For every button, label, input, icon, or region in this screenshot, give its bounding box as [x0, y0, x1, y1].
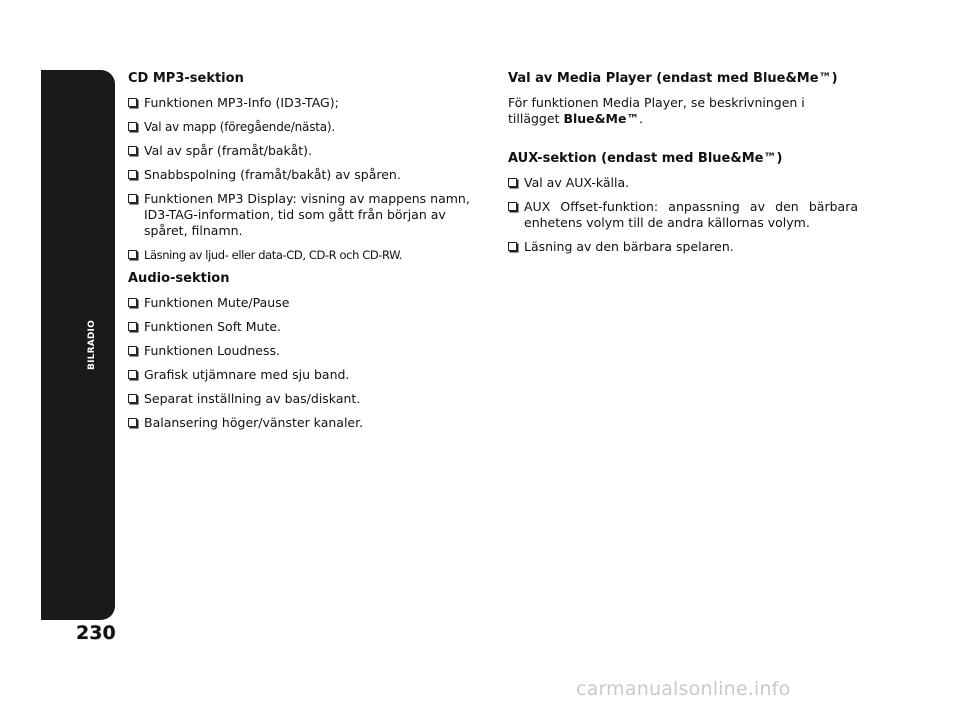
cd-mp3-heading: CD MP3-sektion	[128, 71, 244, 86]
list-item	[128, 343, 473, 359]
list-item	[128, 95, 473, 111]
left-column	[128, 71, 473, 439]
list-item-text: Funktionen Loudness.	[144, 343, 280, 358]
media-player-heading: Val av Media Player (endast med Blue&Me™)	[508, 71, 838, 86]
audio-heading: Audio-sektion	[128, 271, 230, 286]
list-item	[508, 239, 858, 255]
checkbox-bullet-icon	[128, 194, 137, 203]
checkbox-bullet-icon	[128, 370, 137, 379]
media-player-text: För funktionen Media Player, se beskrivningen i tillägget	[508, 95, 805, 126]
side-tab-bar	[41, 70, 115, 620]
checkbox-bullet-icon	[128, 250, 137, 259]
list-item-text: Läsning av ljud- eller data-CD, CD-R och CD-RW.	[144, 248, 403, 262]
list-item	[128, 167, 473, 183]
list-item	[128, 319, 473, 335]
checkbox-bullet-icon	[128, 146, 137, 155]
aux-heading: AUX-sektion (endast med Blue&Me™)	[508, 151, 783, 166]
right-column	[508, 71, 858, 263]
list-item	[128, 295, 473, 311]
list-item-text: Funktionen MP3 Display: visning av mappens namn, ID3-TAG-information, tid som gått från början av spåret, filnamn.	[144, 191, 470, 238]
media-player-text-bold: Blue&Me™	[563, 111, 639, 126]
checkbox-bullet-icon	[128, 346, 137, 355]
list-item-text: Grafisk utjämnare med sju band.	[144, 367, 350, 382]
checkbox-bullet-icon	[128, 298, 137, 307]
list-item	[128, 367, 473, 383]
list-item	[508, 175, 858, 191]
checkbox-bullet-icon	[128, 418, 137, 427]
list-item-text: Funktionen MP3-Info (ID3-TAG);	[144, 95, 339, 110]
list-item-text: Val av AUX-källa.	[524, 175, 630, 190]
list-item	[128, 415, 473, 431]
list-item	[128, 119, 473, 135]
checkbox-bullet-icon	[128, 122, 137, 131]
list-item	[128, 247, 473, 263]
checkbox-bullet-icon	[128, 98, 137, 107]
media-player-text-end: .	[638, 111, 643, 126]
list-item	[128, 143, 473, 159]
page-number: 230	[76, 622, 116, 644]
checkbox-bullet-icon	[508, 202, 517, 211]
section-spacer	[508, 135, 858, 151]
list-item-text: Val av mapp (föregående/nästa).	[144, 120, 336, 134]
list-item-text: Läsning av den bärbara spelaren.	[524, 239, 734, 254]
checkbox-bullet-icon	[508, 178, 517, 187]
checkbox-bullet-icon	[128, 394, 137, 403]
list-item	[128, 391, 473, 407]
list-item-text: AUX Offset-funktion: anpassning av den bärbara enhetens volym till de andra källornas volym.	[524, 199, 858, 230]
watermark-text: carmanualsonline.info	[576, 678, 791, 700]
list-item-text: Balansering höger/vänster kanaler.	[144, 415, 364, 430]
checkbox-bullet-icon	[128, 322, 137, 331]
checkbox-bullet-icon	[128, 170, 137, 179]
media-player-paragraph	[508, 95, 858, 127]
checkbox-bullet-icon	[508, 242, 517, 251]
section-label: BILRADIO	[87, 320, 97, 370]
list-item	[508, 199, 858, 231]
list-item	[128, 191, 473, 239]
list-item-text: Funktionen Soft Mute.	[144, 319, 282, 334]
list-item-text: Snabbspolning (framåt/bakåt) av spåren.	[144, 167, 401, 182]
list-item-text: Funktionen Mute/Pause	[144, 295, 290, 310]
list-item-text: Separat inställning av bas/diskant.	[144, 391, 361, 406]
list-item-text: Val av spår (framåt/bakåt).	[144, 143, 312, 158]
